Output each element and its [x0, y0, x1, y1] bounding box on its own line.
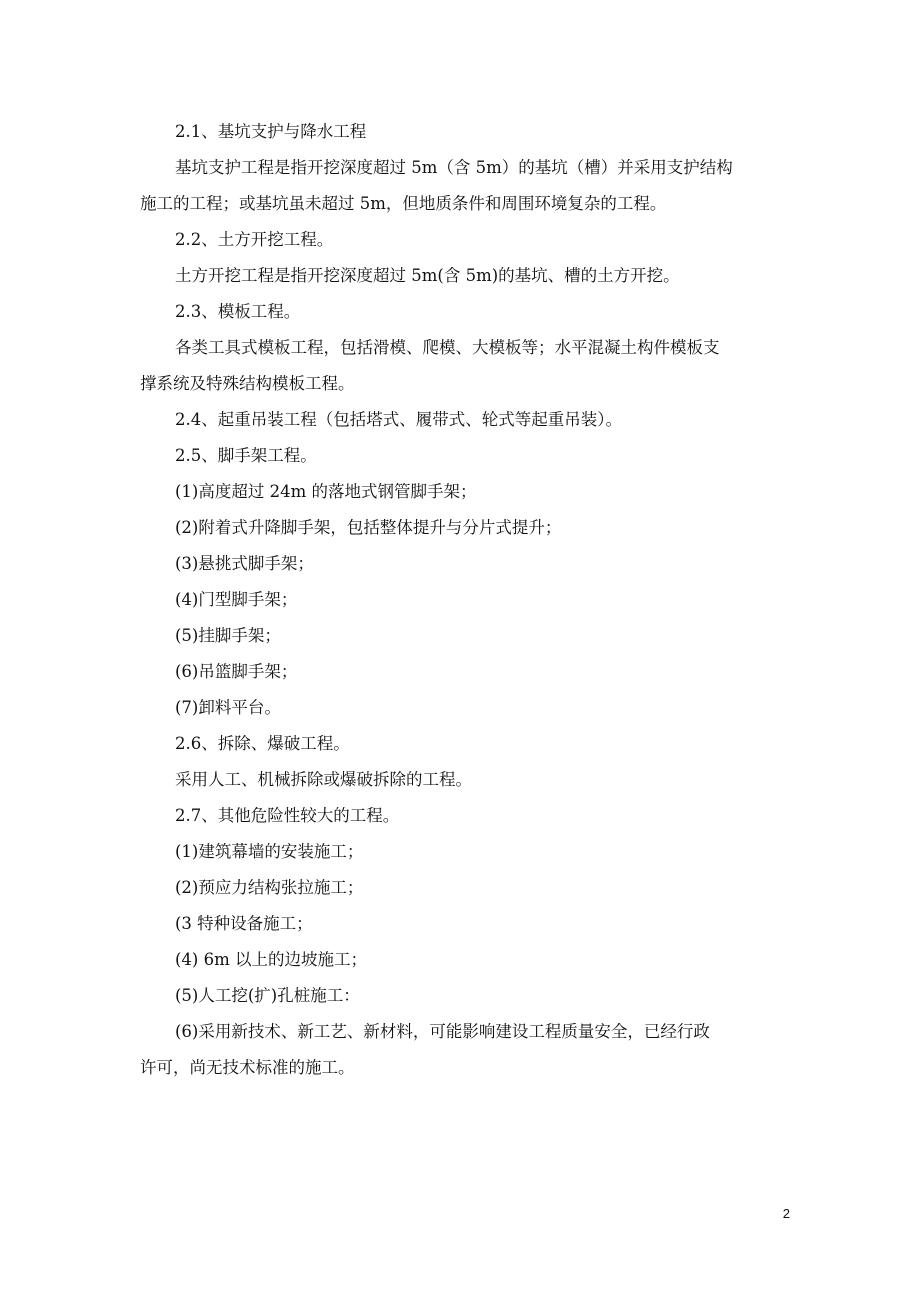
- text-line: (6)吊篮脚手架；: [175, 662, 298, 681]
- text-line: (2)附着式升降脚手架，包括整体提升与分片式提升；: [175, 518, 562, 537]
- text-line: (7)卸料平台。: [175, 698, 281, 717]
- text-line: 2.7、其他危险性较大的工程。: [175, 806, 400, 825]
- text-line: 施工的工程；或基坑虽未超过 5m，但地质条件和周围环境复杂的工程。: [140, 194, 667, 213]
- document-body: [140, 114, 790, 1086]
- text-line: (5)挂脚手架；: [175, 626, 281, 645]
- text-line: (4)门型脚手架；: [175, 590, 298, 609]
- text-line: 2.5、脚手架工程。: [175, 446, 317, 465]
- text-line: 土方开挖工程是指开挖深度超过 5m(含 5m)的基坑、槽的土方开挖。: [175, 266, 680, 285]
- text-line: (5)人工挖(扩)孔桩施工：: [175, 986, 360, 1005]
- text-line: 许可，尚无技术标准的施工。: [140, 1058, 355, 1077]
- text-line: (3 特种设备施工；: [175, 914, 313, 933]
- text-line: 2.1、基坑支护与降水工程: [175, 122, 367, 141]
- text-line: 撑系统及特殊结构模板工程。: [140, 374, 355, 393]
- text-line: (2)预应力结构张拉施工；: [175, 878, 364, 897]
- text-line: 2.3、模板工程。: [175, 302, 301, 321]
- text-line: 采用人工、机械拆除或爆破拆除的工程。: [175, 770, 472, 789]
- text-line: (1)建筑幕墙的安装施工；: [175, 842, 364, 861]
- text-line: (3)悬挑式脚手架；: [175, 554, 314, 573]
- text-line: 2.4、起重吊装工程（包括塔式、履带式、轮式等起重吊装）。: [175, 410, 622, 429]
- text-line: (6)采用新技术、新工艺、新材料，可能影响建设工程质量安全，已经行政: [175, 1022, 710, 1041]
- text-line: 2.6、拆除、爆破工程。: [175, 734, 350, 753]
- text-line: 2.2、土方开挖工程。: [175, 230, 334, 249]
- text-line: (1)高度超过 24m 的落地式钢管脚手架；: [175, 482, 477, 501]
- page-number: 2: [782, 1206, 790, 1221]
- text-line: (4) 6m 以上的边坡施工；: [175, 950, 368, 969]
- text-line: 各类工具式模板工程，包括滑模、爬模、大模板等；水平混凝土构件模板支: [175, 338, 720, 357]
- text-line: 基坑支护工程是指开挖深度超过 5m（含 5m）的基坑（槽）并采用支护结构: [175, 158, 733, 177]
